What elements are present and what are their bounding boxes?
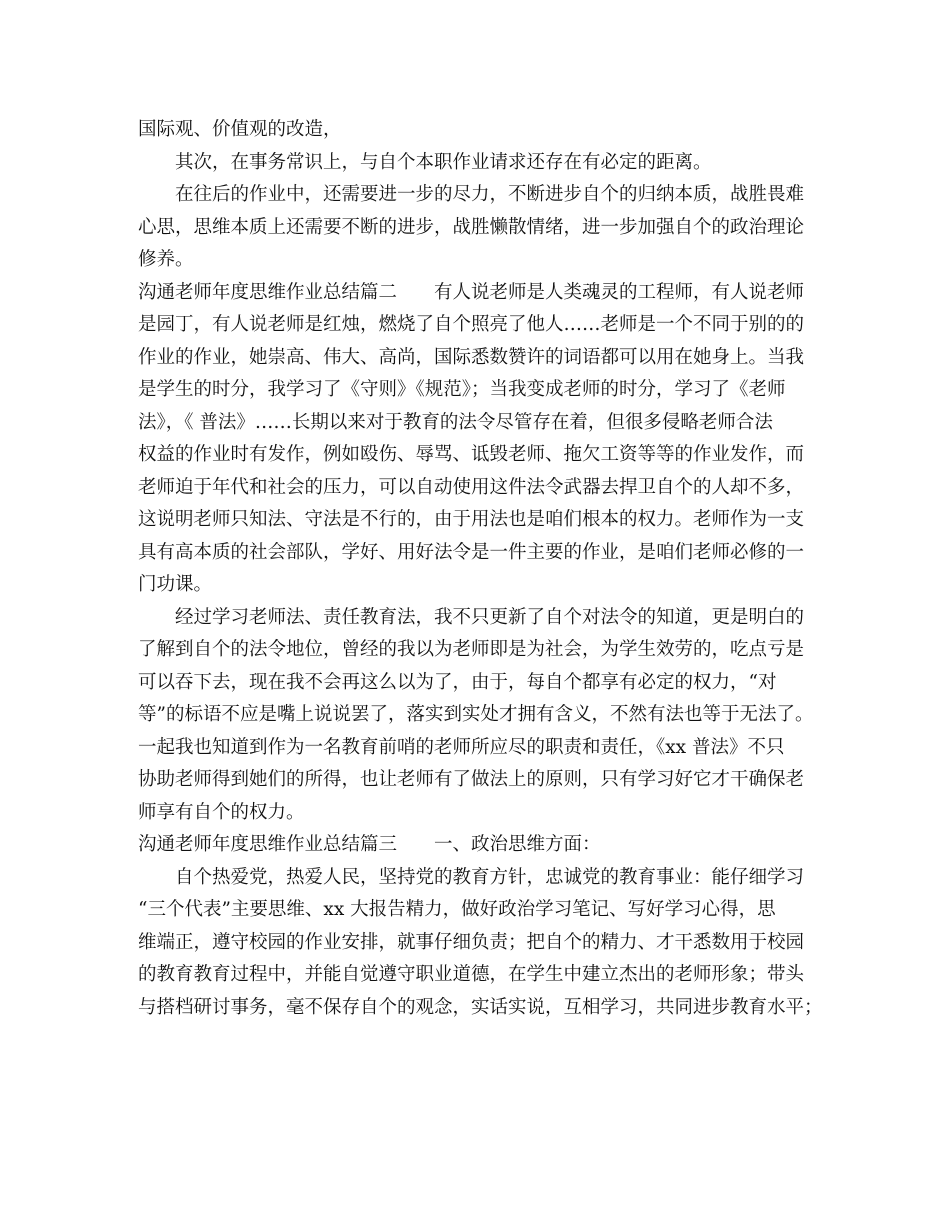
text-line: 心思，思维本质上还需要不断的进步，战胜懒散情绪，进一步加强自个的政治理论 [138, 216, 805, 238]
document-page [138, 114, 828, 1024]
text-line: 经过学习老师法、责任教育法，我不只更新了自个对法令的知道，更是明白的 [175, 606, 805, 628]
text-line: 可以吞下去，现在我不会再这么以为了，由于，每自个都享有必定的权力，“对 [138, 671, 777, 693]
text-line: 老师迫于年代和社会的压力，可以自动使用这件法令武器去捍卫自个的人却不多， [138, 476, 805, 498]
text-line: 在往后的作业中，还需要进一步的尽力，不断进步自个的归纳本质，战胜畏难 [175, 184, 805, 205]
text-line: 一起我也知道到作为一名教育前哨的老师所应尽的职责和责任，《xx 普法》不只 [138, 736, 785, 758]
text-line: 自个热爱党，热爱人民，坚持党的教育方针，忠诚党的教育事业：能仔细学习 [175, 866, 805, 888]
text-line: 协助老师得到她们的所得，也让老师有了做法上的原则，只有学习好它才干确保老 [138, 769, 805, 790]
text-line: 其次，在事务常识上，与自个本职作业请求还存在有必定的距离。 [175, 151, 712, 173]
text-line: 这说明老师只知法、守法是不行的，由于用法也是咱们根本的权力。老师作为一支 [138, 509, 805, 530]
text-line: 是学生的时分，我学习了《守则》《规范》；当我变成老师的时分，学习了《老师 [138, 379, 786, 400]
text-line: 师享有自个的权力。 [138, 801, 305, 823]
text-line: 作业的作业，她崇高、伟大、高尚，国际悉数赞许的词语都可以用在她身上。当我 [138, 346, 805, 368]
text-line: 具有高本质的社会部队，学好、用好法令是一件主要的作业，是咱们老师必修的一 [138, 541, 805, 563]
text-line: 法》，《 普法》……长期以来对于教育的法令尽管存在着，但很多侵略老师合法 [138, 411, 773, 433]
text-line: 沟通老师年度思维作业总结篇二 有人说老师是人类魂灵的工程师，有人说老师 [138, 281, 805, 303]
text-line: 门功课。 [138, 574, 213, 595]
text-line: 与搭档研讨事务，毫不保存自个的观念，实话实说，互相学习，共同进步教育水平； [138, 996, 823, 1018]
text-line: 修养。 [138, 249, 194, 270]
text-line: 权益的作业时有发作，例如殴伤、辱骂、诋毁老师、拖欠工资等等的作业发作，而 [138, 444, 805, 465]
text-line: 等”的标语不应是嘴上说说罢了，落实到实处才拥有含义，不然有法也等于无法了。 [138, 704, 814, 725]
text-line: 沟通老师年度思维作业总结篇三 一、政治思维方面： [138, 834, 601, 855]
text-line: 国际观、价值观的改造， [138, 119, 342, 140]
text-line: “三个代表”主要思维、xx 大报告精力，做好政治学习笔记、写好学习心得，思 [138, 899, 776, 920]
text-line: 的教育教育过程中，并能自觉遵守职业道德，在学生中建立杰出的老师形象；带头 [138, 964, 805, 985]
text-line: 维端正，遵守校园的作业安排，就事仔细负责；把自个的精力、才干悉数用于校园 [138, 931, 805, 953]
text-line: 了解到自个的法令地位，曾经的我以为老师即是为社会，为学生效劳的，吃点亏是 [138, 639, 805, 660]
text-line: 是园丁，有人说老师是红烛，燃烧了自个照亮了他人……老师是一个不同于别的的 [138, 314, 805, 335]
